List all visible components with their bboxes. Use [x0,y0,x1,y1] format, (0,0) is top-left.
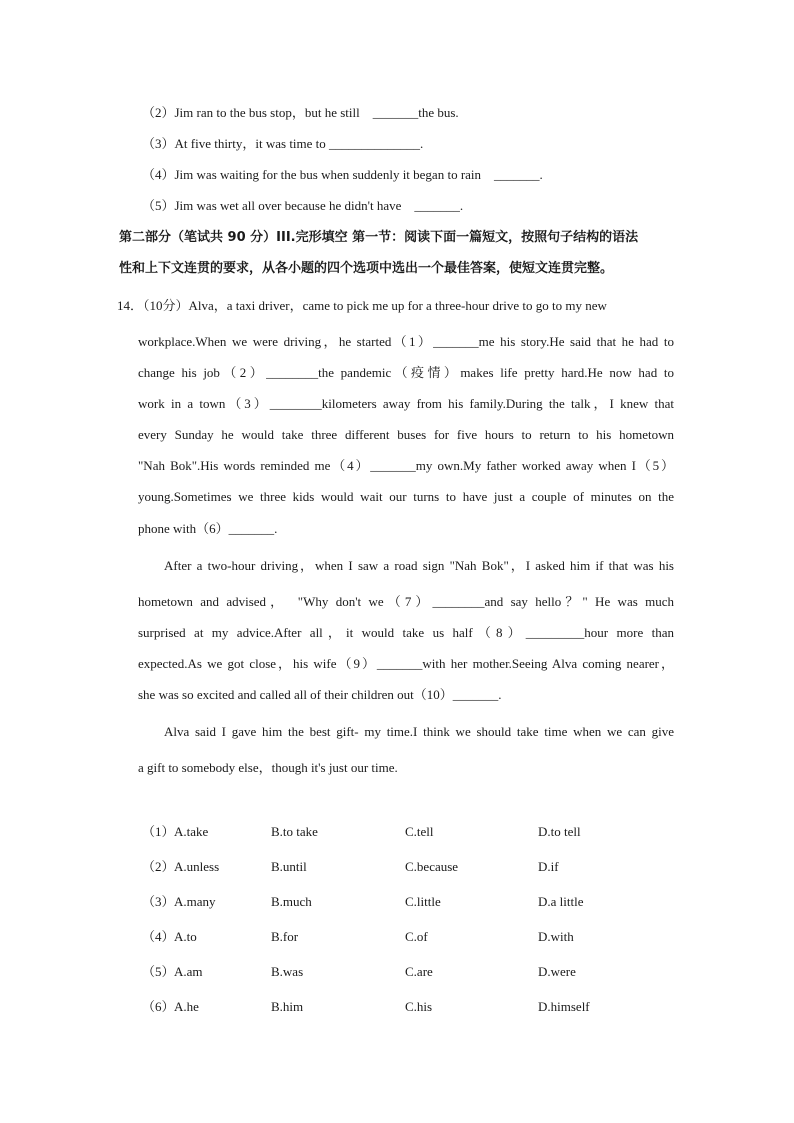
passage-p3-line-1: Alva said I gave him the best gift- my time.I think we should take time when we can give [164,724,674,739]
passage-p2-line-2: hometown and advised， "Why don't we（7）________and say hello？" He was much [138,594,674,609]
passage-p2-line-4: expected.As we got close，his wife（9）_______with her mother.Seeing Alva coming nearer， [138,656,674,671]
option-c: C.are [405,964,433,979]
passage-paragraph-1 [138,334,674,537]
passage-p1-line-3: change his job（2）________the pandemic（疫情）makes life pretty hard.He now had to [138,365,674,380]
option-c: C.of [405,929,428,944]
passage-p1-line-4: work in a town（3）________kilometers away from his family.During the talk，I knew that [138,396,674,411]
option-a: A.to [174,929,197,944]
option-c: C.tell [405,824,434,839]
passage-p1-line-6: "Nah Bok".His words reminded me（4）_______my own.My father worked away when I（5） [138,458,674,473]
option-d: D.with [538,929,574,944]
option-a: A.am [174,964,203,979]
option-number: （1） [142,824,175,839]
option-row-4 [142,929,662,945]
option-c: C.little [405,894,441,909]
passage-p1-line-7: young.Sometimes we three kids would wait our turns to have just a couple of minutes on the [138,489,674,504]
option-row-6 [142,999,662,1015]
option-b: B.until [271,859,307,874]
option-d: D.if [538,859,559,874]
option-b: B.to take [271,824,318,839]
passage-paragraph-3 [138,760,674,776]
question-item-2: （2）Jim ran to the bus stop，but he still _______the bus. [142,105,459,120]
passage-p1-line-1: 14．（10分）Alva，a taxi driver，came to pick me up for a three-hour drive to go to my new [117,298,607,313]
option-b: B.was [271,964,304,979]
option-number: （3） [142,894,175,909]
option-d: D.himself [538,999,590,1014]
section-heading-line-1: 第二部分（笔试共 90 分）III.完形填空 第一节：阅读下面一篇短文，按照句子结构的语法 [119,230,639,245]
option-row-5 [142,964,662,980]
passage-p2-line-1: After a two-hour driving，when I saw a road sign "Nah Bok"，I asked him if that was his [164,558,674,573]
option-c: C.his [405,999,433,1014]
option-a: A.many [174,894,216,909]
option-number: （2） [142,859,175,874]
option-b: B.for [271,929,299,944]
passage-p2-first [164,558,674,574]
option-a: A.unless [174,859,220,874]
option-number: （5） [142,964,175,979]
option-a: A.he [174,999,199,1014]
option-c: C.because [405,859,459,874]
option-a: A.take [174,824,209,839]
option-row-2 [142,859,662,875]
option-b: B.him [271,999,304,1014]
passage-p3-line-2: a gift to somebody else，though it's just our time. [138,760,398,775]
option-b: B.much [271,894,312,909]
option-d: D.were [538,964,576,979]
option-row-1 [142,824,662,840]
passage-p3-first [164,724,674,740]
passage-p2-line-3: surprised at my advice.After all，it would take us half（8）_________hour more than [138,625,674,640]
question-item-3: （3）At five thirty，it was time to ______________. [142,136,424,151]
question-item-5: （5）Jim was wet all over because he didn't have _______. [142,198,464,213]
option-number: （4） [142,929,175,944]
passage-paragraph-2 [138,594,674,703]
passage-p1-line-8: phone with（6）_______. [138,521,278,536]
passage-p1-line-5: every Sunday he would take three different buses for five hours to return to his hometown [138,427,674,442]
passage-p1-line-2: workplace.When we were driving，he started（1）_______me his story.He said that he had to [138,334,674,349]
option-row-3 [142,894,662,910]
option-d: D.to tell [538,824,581,839]
question-item-4: （4）Jim was waiting for the bus when suddenly it began to rain _______. [142,167,543,182]
passage-p2-line-5: she was so excited and called all of their children out（10）_______. [138,687,502,702]
option-d: D.a little [538,894,584,909]
section-heading-line-2: 性和上下文连贯的要求，从各小题的四个选项中选出一个最佳答案，使短文连贯完整。 [119,261,614,276]
option-number: （6） [142,999,175,1014]
